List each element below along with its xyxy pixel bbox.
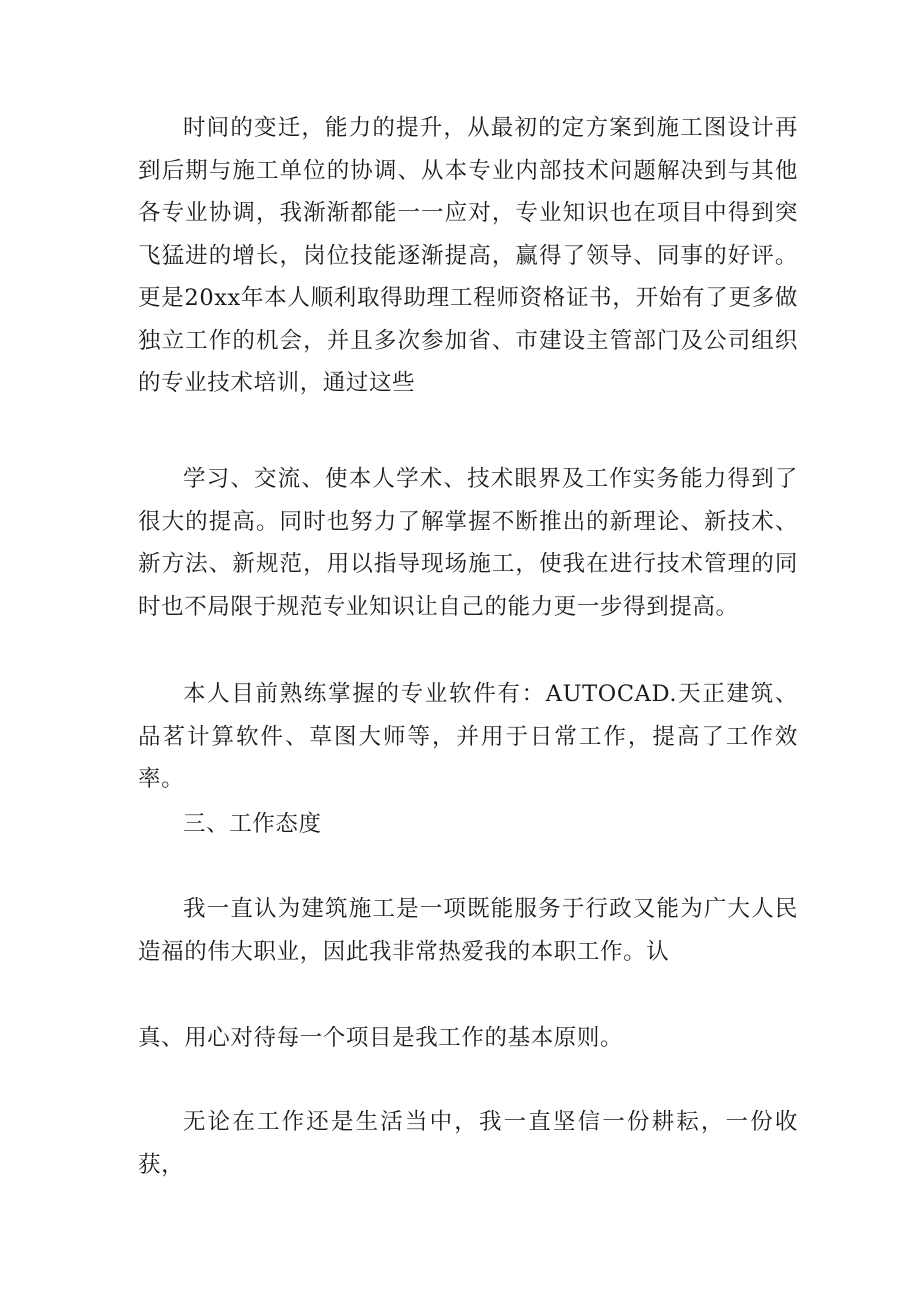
- paragraph-belief: 无论在工作还是生活当中，我一直坚信一份耕耘，一份收获，: [138, 1109, 798, 1178]
- paragraph-love-of-work: 我一直认为建筑施工是一项既能服务于行政又能为广大人民造福的伟大职业，因此我非常热爱我的本职工作。认: [138, 896, 798, 965]
- paragraph-basic-principle: 真、用心对待每一个项目是我工作的基本原则。: [138, 1025, 624, 1051]
- paragraph-learning-exchange: 学习、交流、使本人学术、技术眼界及工作实务能力得到了很大的提高。同时也努力了解掌握不断推出的新理论、新技术、新方法、新规范，用以指导现场施工，使我在进行技术管理的同时也不局限于规范专业知识让自己的能力更一步得到提高。: [138, 466, 798, 620]
- section-heading-work-attitude: 三、工作态度: [183, 811, 322, 837]
- paragraph-software-skills: 本人目前熟练掌握的专业软件有：AUTOCAD.天正建筑、品茗计算软件、草图大师等，并用于日常工作，提高了工作效率。: [138, 681, 798, 792]
- paragraph-ability-growth: 时间的变迁，能力的提升，从最初的定方案到施工图设计再到后期与施工单位的协调、从本专业内部技术问题解决到与其他各专业协调，我渐渐都能一一应对，专业知识也在项目中得到突飞猛进的增长，岗位技能逐渐提高，赢得了领导、同事的好评。更是20xx年本人顺利取得助理工程师资格证书，开始有了更多做独立工作的机会，并且多次参加省、市建设主管部门及公司组织的专业技术培训，通过这些: [138, 115, 798, 396]
